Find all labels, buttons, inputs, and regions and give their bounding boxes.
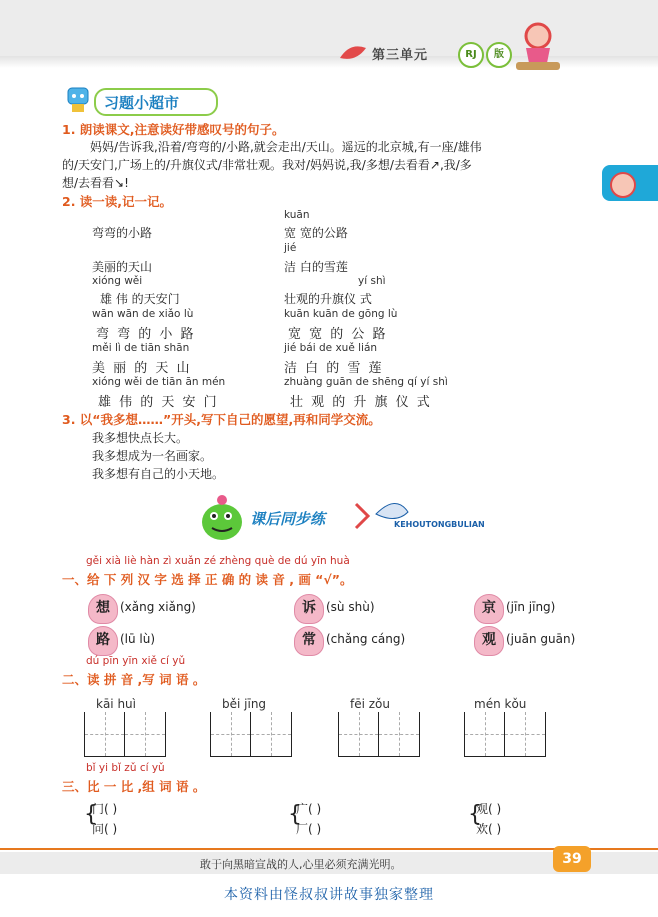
q2-row3-left: 雄 伟 的天安门: [100, 292, 180, 306]
unit-title: 第三单元: [372, 48, 429, 63]
reading-options[interactable]: (chǎng cáng): [326, 632, 406, 646]
writing-grid[interactable]: [464, 712, 546, 757]
footer-motto: 敢于向黑暗宣战的人,心里必须充满光明。: [200, 858, 402, 871]
exercise-1-title: 一、给 下 列 汉 字 选 择 正 确 的 读 音 , 画 “√”。: [62, 572, 353, 587]
pinyin-jie: jié: [284, 242, 297, 254]
edition-badge-ban: 版: [486, 42, 512, 68]
exercise-2-title: 二、读 拼 音 ,写 词 语 。: [62, 672, 206, 687]
question-3-label: 3. 以“我多想……”开头,写下自己的愿望,再和同学交流。: [62, 412, 381, 427]
page-number: 39: [553, 846, 591, 872]
q2-pinyin-4-left: wān wān de xiǎo lù: [92, 308, 194, 320]
word-pinyin: fēi zǒu: [350, 697, 391, 711]
brace-icon: {: [84, 802, 98, 827]
char-mushroom: 观: [474, 626, 504, 656]
exercise-2-pinyin: dú pīn yīn xiě cí yǔ: [86, 655, 186, 667]
char-mushroom: 诉: [294, 594, 324, 624]
char-mushroom: 常: [294, 626, 324, 656]
q2-row6-left: 雄 伟 的 天 安 门: [98, 395, 219, 410]
word-pinyin: kāi huì: [96, 697, 136, 711]
q2-row3-right: 壮观的升旗仪 式: [284, 292, 372, 306]
question-2-label: 2. 读一读,记一记。: [62, 194, 173, 209]
q3-answer-2: 我多想成为一名画家。: [92, 449, 213, 463]
writing-grid[interactable]: [210, 712, 292, 757]
q2-pinyin-5-right: jié bái de xuě lián: [284, 342, 378, 354]
reading-options[interactable]: (xǎng xiǎng): [120, 600, 196, 614]
exercise-3-pinyin: bǐ yi bǐ zǔ cí yǔ: [86, 762, 165, 774]
credit-line: 本资料由怪叔叔讲故事独家整理: [224, 887, 434, 903]
banner-title: 课后同步练: [250, 510, 326, 528]
q2-row5-right: 洁 白 的 雪 莲: [284, 361, 384, 376]
exercise-3-title: 三、比 一 比 ,组 词 语 。: [62, 779, 206, 794]
banner-subtitle: KEHOUTONGBULIAN: [394, 520, 485, 529]
char-mushroom: 路: [88, 626, 118, 656]
robot-mascot-icon: [62, 84, 94, 114]
section-title: 习题小超市: [104, 94, 180, 112]
girl-mascot-icon: [512, 18, 562, 74]
q2-row4-left: 弯 弯 的 小 路: [96, 327, 196, 342]
question-1-label: 1. 朗读课文,注意读好带感叹号的句子。: [62, 122, 285, 137]
q1-line-3: 想/去看看↘!: [62, 176, 129, 190]
q2-row2-right: 洁 白的雪莲: [284, 260, 348, 274]
q1-line-1: 妈妈/告诉我,沿着/弯弯的/小路,就会走出/天山。遥远的北京城,有一座/雄伟: [90, 140, 482, 154]
writing-grid[interactable]: [84, 712, 166, 757]
edition-badge-rj: RJ: [458, 42, 484, 68]
compare-word[interactable]: 问( ): [92, 822, 118, 836]
practice-banner: [196, 494, 485, 544]
reading-options[interactable]: (juān guān): [506, 632, 576, 646]
compare-word[interactable]: 观( ): [476, 802, 502, 816]
pinyin-yishi: yí shì: [358, 275, 386, 287]
compare-word[interactable]: 厂( ): [296, 822, 322, 836]
q3-answer-3: 我多想有自己的小天地。: [92, 467, 225, 481]
reading-options[interactable]: (jīn jīng): [506, 600, 556, 614]
q2-row6-right: 壮 观 的 升 旗 仪 式: [290, 395, 432, 410]
q2-row1-right: 宽 宽的公路: [284, 226, 348, 240]
reading-options[interactable]: (lū lù): [120, 632, 156, 646]
q1-line-2: 的/天安门,广场上的/升旗仪式/非常壮观。我对/妈妈说,我/多想/去看看↗,我/多: [62, 158, 472, 172]
q3-answer-1: 我多想快点长大。: [92, 431, 189, 445]
compare-word[interactable]: 广( ): [296, 802, 322, 816]
compare-word[interactable]: 欢( ): [476, 822, 502, 836]
exercise-1-pinyin: gěi xià liè hàn zì xuǎn zé zhèng què de dú yīn huà: [86, 555, 350, 567]
brace-icon: {: [468, 802, 482, 827]
q2-pinyin-4-right: kuān kuān de gōng lù: [284, 308, 398, 320]
brace-icon: {: [288, 802, 302, 827]
compare-word[interactable]: 门( ): [92, 802, 118, 816]
word-pinyin: mén kǒu: [474, 697, 527, 711]
green-monster-icon: [196, 494, 470, 544]
q2-row5-left: 美 丽 的 天 山: [92, 361, 192, 376]
q2-row1-left: 弯弯的小路: [92, 226, 153, 240]
char-mushroom: 京: [474, 594, 504, 624]
q2-pinyin-5-left: měi lì de tiān shān: [92, 342, 190, 354]
mascot-face-icon: [610, 172, 636, 198]
q2-pinyin-6-right: zhuàng guān de shēng qí yí shì: [284, 376, 448, 388]
reading-options[interactable]: (sù shù): [326, 600, 375, 614]
q2-pinyin-6-left: xióng wěi de tiān ān mén: [92, 376, 226, 388]
leaf-icon: [338, 42, 368, 62]
char-mushroom: 想: [88, 594, 118, 624]
q2-row4-right: 宽 宽 的 公 路: [288, 327, 388, 342]
pinyin-xiongwei: xióng wěi: [92, 275, 143, 287]
word-pinyin: běi jīng: [222, 697, 267, 711]
pinyin-kuan: kuān: [284, 209, 310, 221]
writing-grid[interactable]: [338, 712, 420, 757]
q2-row2-left: 美丽的天山: [92, 260, 153, 274]
